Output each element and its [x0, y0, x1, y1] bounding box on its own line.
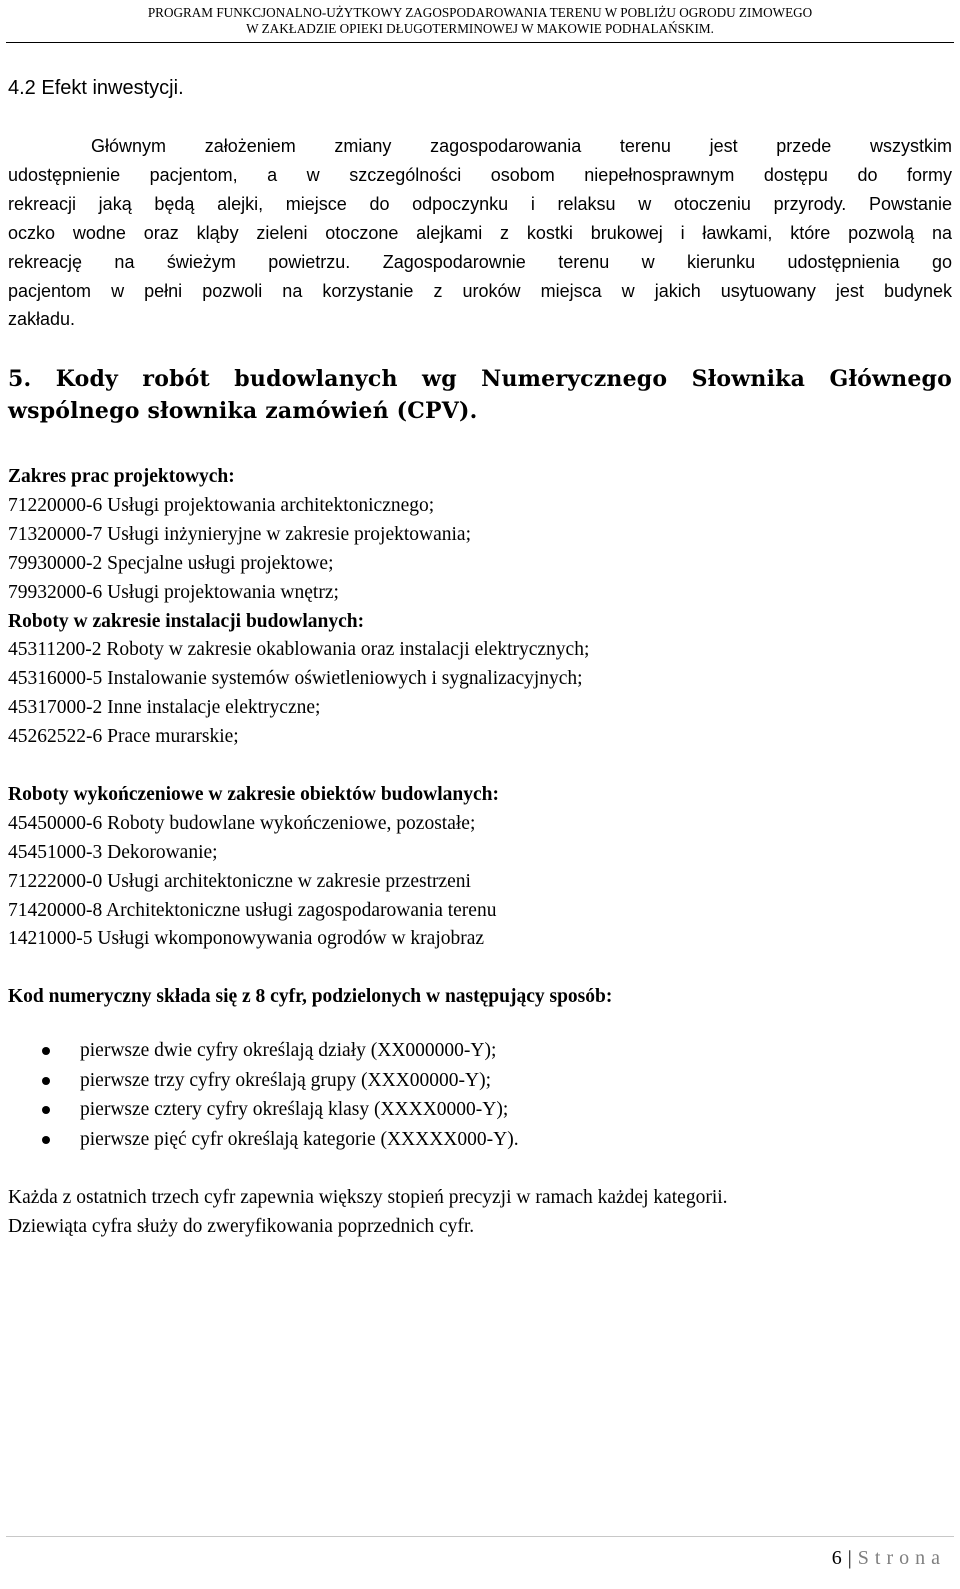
closing-line: Każda z ostatnich trzech cyfr zapewnia większy stopień precyzji w ramach każdej kategorii. [8, 1187, 728, 1208]
list-item: 79932000-6 Usługi projektowania wnętrz; [8, 581, 339, 603]
list-item: 45317000-2 Inne instalacje elektryczne; [8, 697, 321, 719]
code-structure-bullets [0, 1036, 960, 1154]
bullet-dot-icon [42, 1077, 50, 1085]
paragraph-line: Głównym założeniem zmiany zagospodarowania terenu jest przede wszystkim [91, 136, 952, 156]
list-item: 45311200-2 Roboty w zakresie okablowania oraz instalacji elektrycznych; [8, 639, 590, 661]
bullet-dot-icon [42, 1047, 50, 1055]
bullet-text: pierwsze cztery cyfry określają klasy (XXXX0000-Y); [80, 1099, 509, 1120]
list-item: 1421000-5 Usługi wkomponowywania ogrodów w krajobraz [8, 928, 485, 950]
header-line-2: W ZAKŁADZIE OPIEKI DŁUGOTERMINOWEJ W MAKOWIE PODHALAŃSKIM. [246, 21, 714, 36]
bullet-text: pierwsze trzy cyfry określają grupy (XXX00000-Y); [80, 1069, 491, 1091]
document-header [0, 5, 960, 37]
section-heading-effect: 4.2 Efekt inwestycji. [8, 77, 184, 99]
list-item: 45262522-6 Prace murarskie; [8, 726, 239, 748]
design-heading: Zakres prac projektowych: [8, 466, 235, 487]
bullet-item [0, 1036, 960, 1066]
section-title-line-1: 5. Kody robót budowlanych wg Numerycznego Słownika Głównego [8, 366, 952, 392]
paragraph-line: udostępnienie pacjentom, a w szczególności osobom niepełnosprawnym dostępu do formy [8, 164, 952, 185]
bullet-item [0, 1066, 960, 1096]
paragraph-line: rekreacji jaką będą alejki, miejsce do odpoczynku i relaksu w otoczeniu przyrody. Powstanie [8, 193, 952, 214]
effect-paragraph [8, 132, 952, 334]
paragraph-line: pacjentom w pełni pozwoli na korzystanie z uroków miejsca w jakich usytuowany jest budynek [8, 280, 952, 301]
list-item: 71222000-0 Usługi architektoniczne w zakresie przestrzeni [8, 870, 471, 892]
bullet-text: pierwsze dwie cyfry określają działy (XX000000-Y); [80, 1040, 497, 1061]
page-footer [832, 1546, 946, 1570]
list-item: 45450000-6 Roboty budowlane wykończeniowe, pozostałe; [8, 812, 476, 834]
closing-paragraph [8, 1183, 952, 1241]
footer-separator: | [847, 1547, 852, 1569]
finishing-heading: Roboty wykończeniowe w zakresie obiektów budowlanych: [8, 783, 499, 805]
list-item: 71420000-8 Architektoniczne usługi zagospodarowania terenu [8, 899, 497, 921]
closing-line: Dziewiąta cyfra służy do zweryfikowania poprzednich cyfr. [8, 1216, 475, 1237]
installation-heading: Roboty w zakresie instalacji budowlanych: [8, 610, 365, 632]
bullet-item [0, 1125, 960, 1155]
paragraph-line: oczko wodne oraz kląby zieleni otoczone alejkami z kostki brukowej i ławkami, które pozwolą na [8, 222, 952, 243]
list-item: 45316000-5 Instalowanie systemów oświetleniowych i sygnalizacyjnych; [8, 668, 583, 690]
bullet-dot-icon [42, 1106, 50, 1114]
page-label: Strona [857, 1547, 946, 1569]
page-number: 6 [831, 1547, 842, 1569]
spacer [8, 752, 952, 781]
list-item: 79930000-2 Specjalne usługi projektowe; [8, 552, 334, 574]
cpv-code-lists [8, 463, 952, 1012]
paragraph-line: rekreację na świeżym powietrzu. Zagospodarownie terenu w kierunku udostępnienia go [8, 251, 952, 272]
bullet-text: pierwsze pięć cyfr określają kategorie (XXXXX000-Y). [80, 1128, 519, 1150]
section-title-cpv [8, 363, 952, 427]
list-item: 71320000-7 Usługi inżynieryjne w zakresie projektowania; [8, 523, 472, 545]
bullet-item [0, 1095, 960, 1125]
footer-divider [6, 1536, 954, 1537]
paragraph-line: zakładu. [8, 309, 76, 330]
header-line-1: PROGRAM FUNKCJONALNO-UŻYTKOWY ZAGOSPODAROWANIA TERENU W POBLIŻU OGRODU ZIMOWEGO [147, 5, 813, 20]
list-item: 71220000-6 Usługi projektowania architektonicznego; [8, 494, 435, 516]
header-divider [6, 42, 954, 43]
bullet-dot-icon [42, 1136, 50, 1144]
list-item: 45451000-3 Dekorowanie; [8, 841, 218, 863]
code-structure-heading: Kod numeryczny składa się z 8 cyfr, podzielonych w następujący sposób: [8, 986, 613, 1008]
spacer [8, 954, 952, 983]
section-title-line-2: wspólnego słownika zamówień (CPV). [8, 398, 478, 424]
